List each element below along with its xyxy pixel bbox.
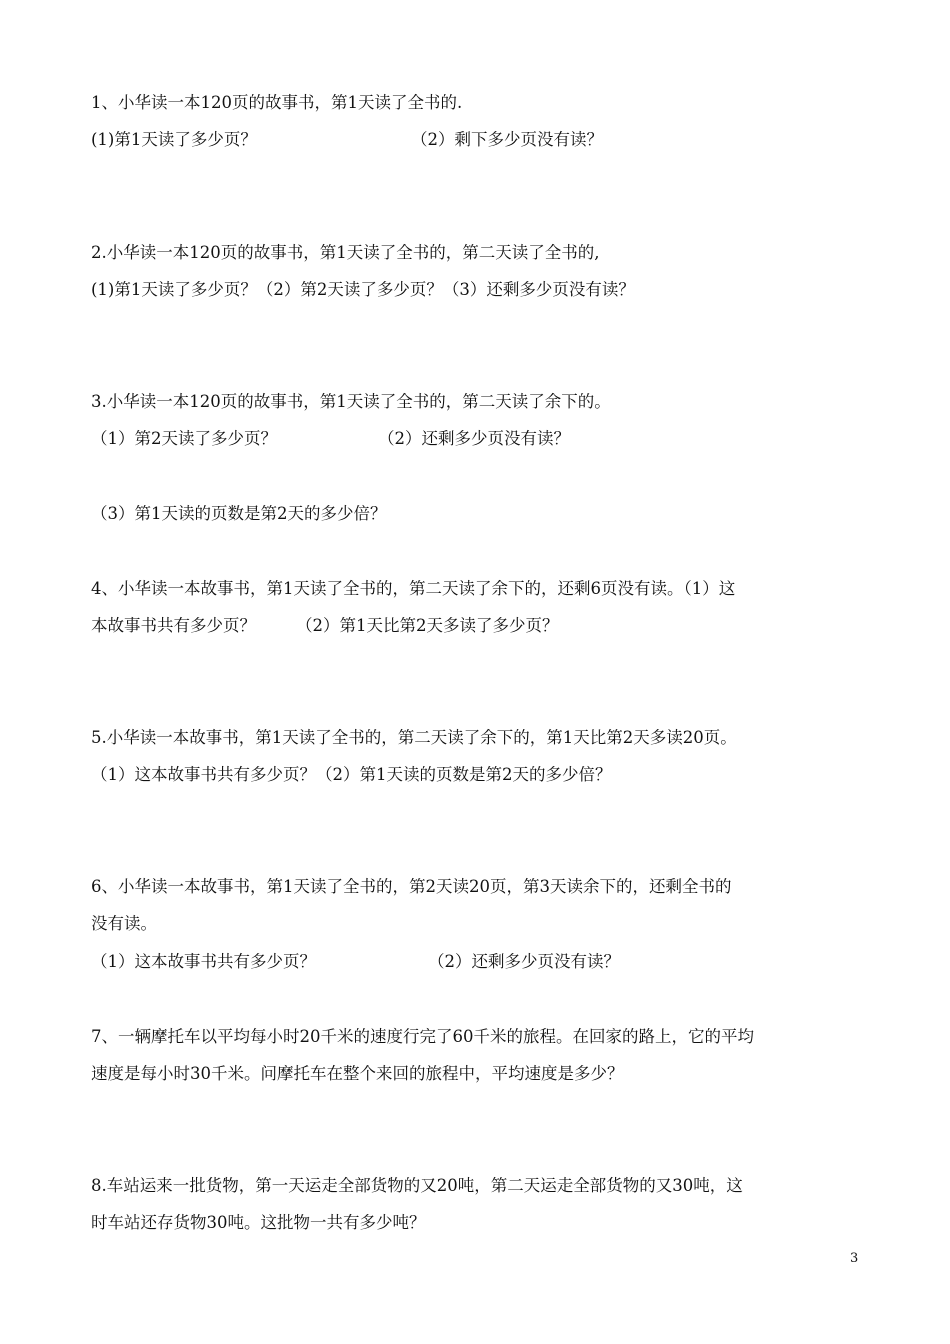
- problem-3-stem: 3.小华读一本120页的故事书，第1天读了全书的，第二天读了余下的。: [91, 392, 611, 411]
- problem-5-questions: （1）这本故事书共有多少页？（2）第1天读的页数是第2天的多少倍？: [91, 765, 612, 784]
- problem-8-stem-line-2: 时车站还存货物30吨。这批物一共有多少吨？: [91, 1213, 426, 1232]
- problem-4-question-2: （2）第1天比第2天多读了多少页？: [296, 616, 559, 635]
- problem-7-stem-line-2: 速度是每小时30千米。问摩托车在整个来回的旅程中，平均速度是多少？: [91, 1064, 624, 1083]
- problem-1-question-2: （2）剩下多少页没有读？: [411, 130, 603, 149]
- problem-3-question-1: （1）第2天读了多少页？: [91, 429, 277, 448]
- problem-5-stem: 5.小华读一本故事书，第1天读了全书的，第二天读了余下的，第1天比第2天多读20页。: [91, 728, 737, 747]
- problem-2-stem: 2.小华读一本120页的故事书，第1天读了全书的，第二天读了全书的,: [91, 243, 600, 262]
- problem-4-stem-line-2: 本故事书共有多少页？: [91, 616, 256, 635]
- problem-6-question-2: （2）还剩多少页没有读？: [428, 952, 620, 971]
- problem-3-question-2: （2）还剩多少页没有读？: [378, 429, 570, 448]
- problem-2-questions: (1)第1天读了多少页？（2）第2天读了多少页？（3）还剩多少页没有读？: [91, 280, 635, 299]
- problem-1-stem: 1、小华读一本120页的故事书，第1天读了全书的.: [91, 93, 463, 112]
- problem-3-question-3: （3）第1天读的页数是第2天的多少倍？: [91, 504, 387, 523]
- problem-1-question-1: (1)第1天读了多少页？: [91, 130, 257, 149]
- problem-7-stem-line-1: 7、一辆摩托车以平均每小时20千米的速度行完了60千米的旅程。在回家的路上，它的平均: [91, 1027, 754, 1046]
- problem-4-stem-line-1: 4、小华读一本故事书，第1天读了全书的，第二天读了余下的，还剩6页没有读。（1）这: [91, 579, 736, 598]
- problem-6-stem-line-1: 6、小华读一本故事书，第1天读了全书的，第2天读20页，第3天读余下的，还剩全书的: [91, 877, 732, 896]
- page-number: 3: [850, 1251, 859, 1266]
- problem-8-stem-line-1: 8.车站运来一批货物，第一天运走全部货物的又20吨，第二天运走全部货物的又30吨，这: [91, 1176, 743, 1195]
- problem-6-question-1: （1）这本故事书共有多少页？: [91, 952, 316, 971]
- problem-6-stem-line-2: 没有读。: [91, 914, 157, 933]
